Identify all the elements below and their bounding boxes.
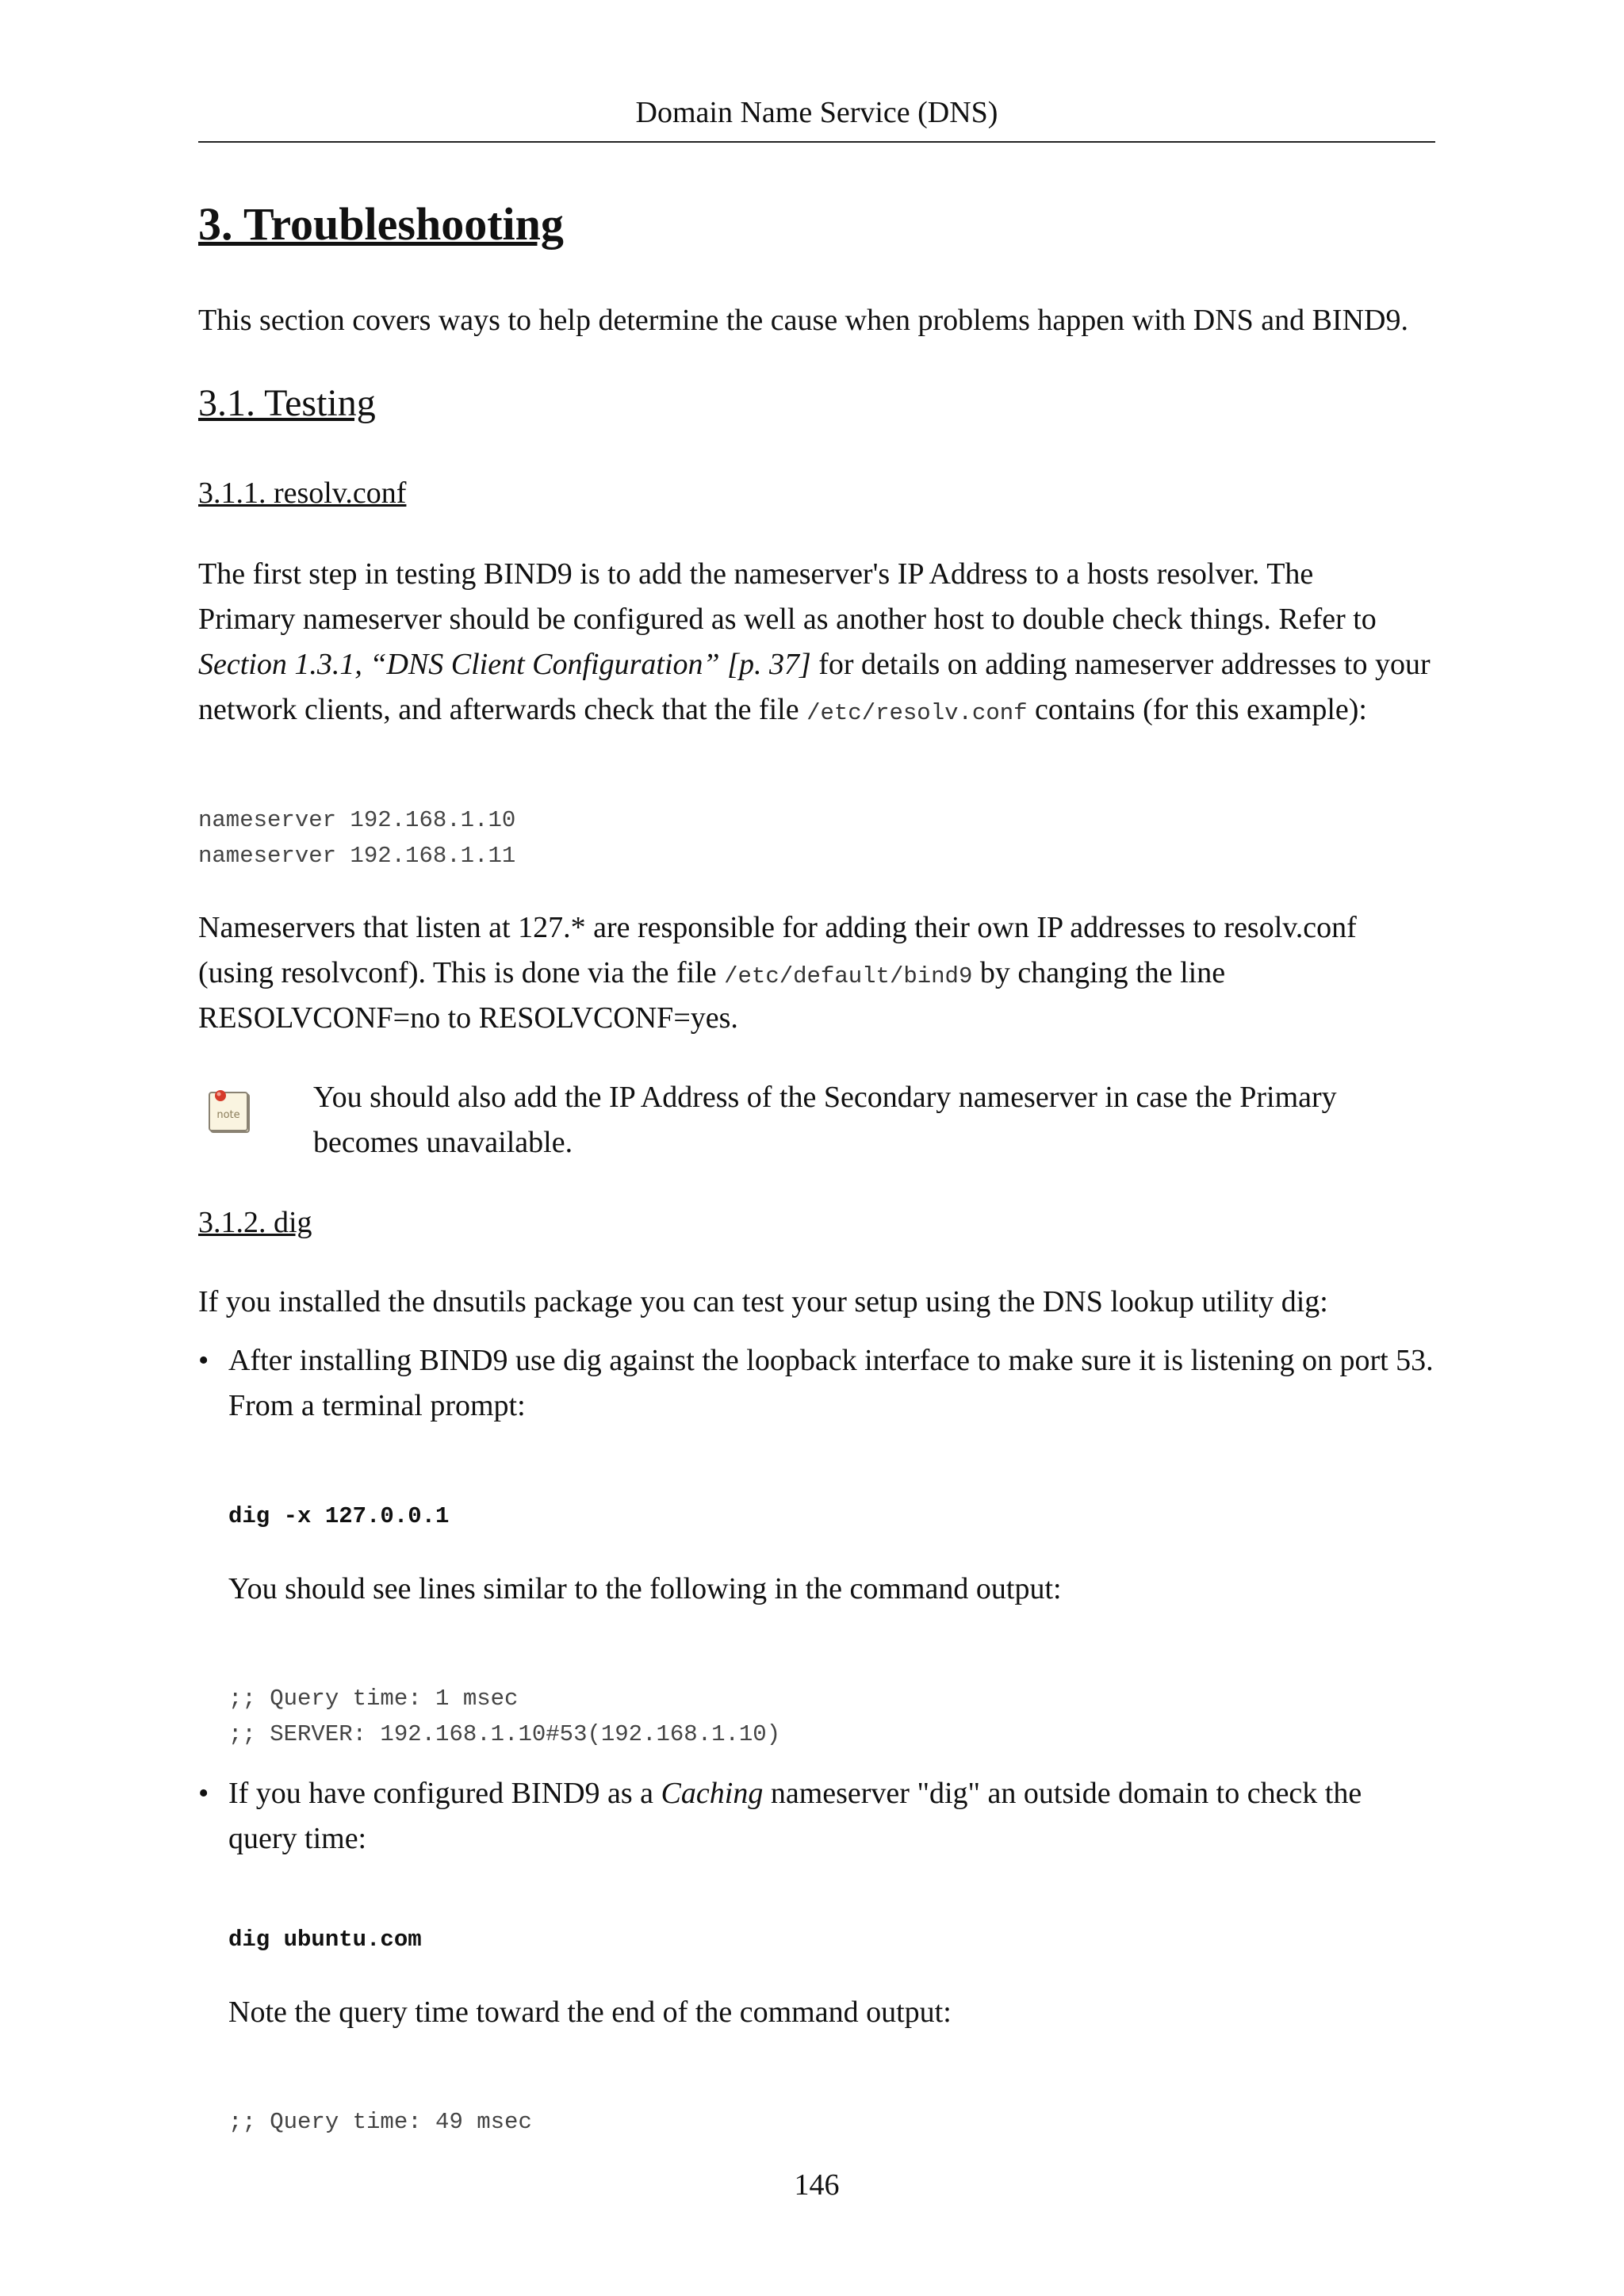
- text-span: (using resolvconf). This is done via the file: [198, 956, 725, 989]
- command-line: dig -x 127.0.0.1: [228, 1503, 450, 1529]
- resolv-paragraph-line: The first step in testing BIND9 is to add the nameserver's IP Address to a hosts resolver. The: [198, 557, 1314, 591]
- resolv-paragraph-line: [198, 642, 1431, 687]
- note-icon: [206, 1088, 254, 1135]
- resolv-paragraph-line: Primary nameserver should be configured as well as another host to double check things. Refer to: [198, 603, 1377, 636]
- text-span: by changing the line: [972, 956, 1226, 989]
- text-span: for details on adding nameserver addresses to your: [810, 648, 1431, 681]
- resolv-heading: 3.1.1. resolv.conf: [198, 476, 407, 510]
- list-item-line: You should see lines similar to the following in the command output:: [228, 1572, 1062, 1605]
- code-line: nameserver 192.168.1.11: [198, 843, 516, 869]
- code-line: nameserver 192.168.1.10: [198, 807, 516, 833]
- page-number: 146: [794, 2168, 840, 2202]
- resolv-paragraph-line: Nameservers that listen at 127.* are responsible for adding their own IP addresses to resolv.conf: [198, 911, 1357, 944]
- output-line: ;; SERVER: 192.168.1.10#53(192.168.1.10): [228, 1721, 781, 1747]
- subsection-title: 3.1. Testing: [198, 382, 376, 424]
- output-line: ;; Query time: 1 msec: [228, 1686, 519, 1712]
- resolv-paragraph-line: [198, 951, 1225, 999]
- emphasis-text: Caching: [661, 1777, 764, 1810]
- text-span: network clients, and afterwards check that the file: [198, 693, 807, 726]
- cross-reference-link[interactable]: Section 1.3.1, “DNS Client Configuration” [p. 37]: [198, 648, 811, 681]
- command-line: dig ubuntu.com: [228, 1927, 422, 1953]
- list-item-line: Note the query time toward the end of the command output:: [228, 1996, 952, 2029]
- bullet-marker: •: [198, 1777, 209, 1810]
- file-path: /etc/default/bind9: [724, 963, 973, 989]
- section-title: 3. Troubleshooting: [198, 198, 564, 250]
- note-text-line: You should also add the IP Address of the Secondary nameserver in case the Primary: [313, 1081, 1337, 1114]
- note-text-line: becomes unavailable.: [313, 1126, 573, 1159]
- text-span: contains (for this example):: [1027, 693, 1367, 726]
- list-item-line: After installing BIND9 use dig against the loopback interface to make sure it is listening on port 53.: [228, 1344, 1434, 1377]
- resolv-paragraph-line: RESOLVCONF=no to RESOLVCONF=yes.: [198, 1001, 738, 1035]
- section-intro: This section covers ways to help determine the cause when problems happen with DNS and BIND9.: [198, 304, 1408, 337]
- list-item-line: query time:: [228, 1822, 367, 1855]
- resolv-paragraph-line: [198, 687, 1367, 736]
- dig-heading: 3.1.2. dig: [198, 1206, 312, 1239]
- text-span: nameserver "dig" an outside domain to check the: [763, 1777, 1362, 1810]
- file-path: /etc/resolv.conf: [806, 700, 1028, 726]
- list-item-line: From a terminal prompt:: [228, 1389, 526, 1422]
- running-header: Domain Name Service (DNS): [198, 95, 1435, 143]
- output-line: ;; Query time: 49 msec: [228, 2109, 532, 2135]
- dig-intro: If you installed the dnsutils package you can test your setup using the DNS lookup utility dig:: [198, 1285, 1328, 1318]
- note-icon-label: note: [216, 1109, 240, 1121]
- list-item-line: [228, 1771, 1362, 1816]
- bullet-marker: •: [198, 1344, 209, 1377]
- text-span: If you have configured BIND9 as a: [228, 1777, 661, 1810]
